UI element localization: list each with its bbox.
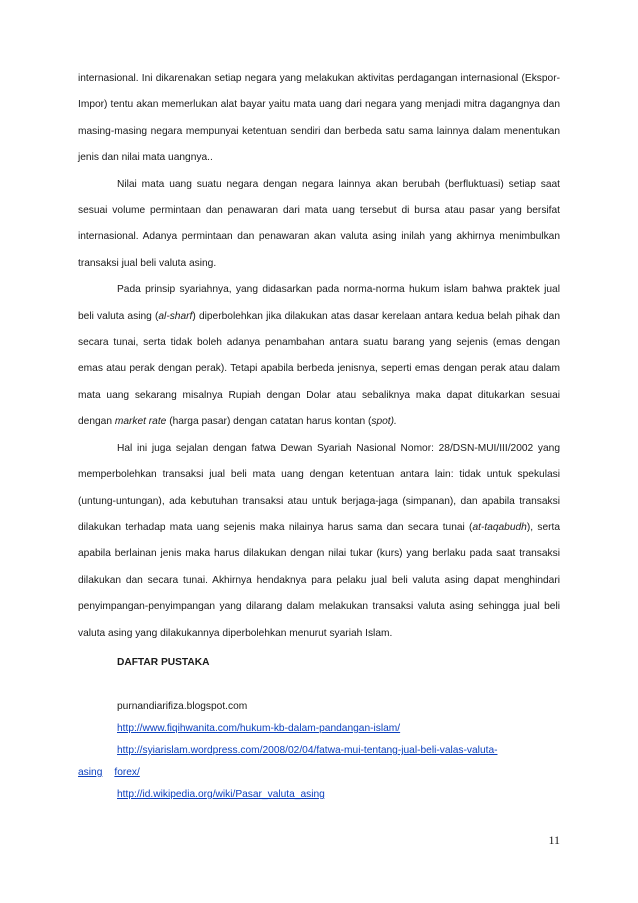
- reference-link[interactable]: [117, 745, 498, 756]
- reference-link-text[interactable]: http://syiarislam.wordpress.com/2008/02/04/fatwa-mui-tentang-jual-beli-valas-valuta-: [117, 745, 498, 756]
- reference-link-text[interactable]: asing: [78, 767, 103, 778]
- page-number: 11: [548, 833, 560, 847]
- text-run: internasional. Ini dikarenakan setiap negara yang melakukan aktivitas perdagangan internasional (Ekspor-Impor) tentu akan memerlukan alat bayar yaitu mata uang dari negara yang menjadi mitra dagangnya dan masing-masing negara mempunyai ketentuan sendiri dan berbeda satu sama lainnya dalam menentukan jenis dan nilai mata uangnya..: [78, 73, 560, 164]
- references-heading: DAFTAR PUSTAKA: [117, 657, 210, 668]
- text-run: ) diperbolehkan jika dilakukan atas dasar kerelaan antara kedua belah pihak dan secara tunai, serta tidak boleh adanya penambahan antara suatu barang yang sejenis (emas dengan emas atau perak dengan perak). Tetapi apabila berbeda jenisnya, seperti emas dengan perak atau dalam mata uang sekarang misalnya Rupiah dengan Dolar atau sebaliknya maka dapat ditukarkan sesuai dengan: [78, 310, 560, 428]
- italic-term: at-taqabudh: [472, 521, 527, 533]
- italic-term: al-sharf: [158, 310, 193, 322]
- body-paragraph: [78, 436, 560, 647]
- reference-link[interactable]: [117, 789, 325, 800]
- text-run: Nilai mata uang suatu negara dengan negara lainnya akan berubah (berfluktuasi) setiap saat sesuai volume permintaan dan penawaran dari mata uang tersebut di bursa atau pasar yang bersifat internasional. Adanya permintaan dan penawaran akan valuta asing inilah yang akhirnya menimbulkan transaksi jual beli valuta asing.: [78, 178, 560, 269]
- reference-link-text[interactable]: forex/: [114, 767, 140, 778]
- text-run: (harga pasar) dengan catatan harus kontan (: [166, 416, 372, 428]
- text-run: Pada prinsip syariahnya, yang didasarkan pada norma-norma hukum islam bahwa praktek jual beli valuta asing (: [78, 284, 560, 322]
- text-run: ), serta apabila berlainan jenis maka harus dilakukan dengan nilai tukar (kurs) yang berlaku pada saat transaksi dilakukan dan secara tunai. Akhirnya hendaknya para pelaku jual beli valuta asing dapat menghindari penyimpangan-penyimpangan yang dilarang dalam melakukan transaksi valuta asing sehingga jual beli valuta asing yang dilakukannya diperbolehkan menurut syariah Islam.: [78, 521, 561, 639]
- reference-link[interactable]: [117, 723, 400, 734]
- body-paragraph: [78, 172, 560, 278]
- reference-link-text[interactable]: http://id.wikipedia.org/wiki/Pasar_valuta_asing: [117, 789, 325, 800]
- italic-term: spot).: [371, 416, 397, 428]
- body-text: [78, 66, 560, 647]
- reference-item: purnandiarifiza.blogspot.com: [117, 701, 248, 712]
- text-run: Hal ini juga sejalan dengan fatwa Dewan Syariah Nasional Nomor: 28/DSN-MUI/III/2002 yang memperbolehkan transaksi jual beli mata uang dengan ketentuan antara lain: tidak untuk spekulasi (untung-untungan), ada kebutuhan transaksi atau untuk berjaga-jaga (simpanan), dan apabila transaksi dilakukan terhadap mata uang sejenis maka nilainya harus sama dan secara tunai (: [78, 442, 560, 533]
- body-paragraph: [78, 66, 560, 172]
- body-paragraph: [78, 277, 560, 435]
- italic-term: market rate: [114, 416, 167, 428]
- reference-link-text[interactable]: http://www.fiqihwanita.com/hukum-kb-dalam-pandangan-islam/: [117, 723, 401, 734]
- reference-link-continuation[interactable]: [78, 767, 140, 778]
